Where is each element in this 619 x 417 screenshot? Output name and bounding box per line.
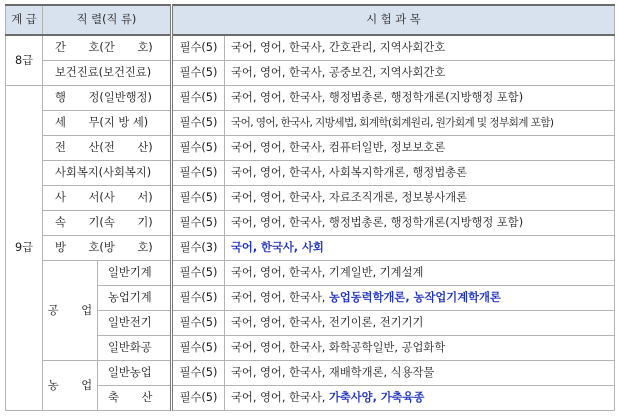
- highlighted-subjects: 가축사양, 가축육종: [328, 391, 425, 404]
- required-count: 필수(5): [172, 361, 225, 386]
- table-row: [6, 61, 615, 86]
- subject-list: 국어, 영어, 한국사, 행정법총론, 행정학개론(지방행정 포함): [225, 211, 615, 236]
- required-count: 필수(5): [172, 161, 225, 186]
- subject-list: 국어, 영어, 한국사, 기계일반, 기계설계: [225, 261, 615, 286]
- table-row: [6, 136, 615, 161]
- job-name: 간 호(간 호): [43, 35, 172, 61]
- required-count: 필수(3): [172, 236, 225, 261]
- required-count: 필수(5): [172, 311, 225, 336]
- sub-job-name: 농업기계: [98, 286, 172, 311]
- subject-list: 국어, 영어, 한국사, 공중보건, 지역사회간호: [225, 61, 615, 86]
- subject-text: 국어, 영어, 한국사,: [231, 291, 329, 304]
- subject-list: 국어, 영어, 한국사, 재배학개론, 식용작물: [225, 361, 615, 386]
- required-count: 필수(5): [172, 386, 225, 411]
- table-header-row: [6, 5, 615, 35]
- grade-9-label: 9급: [6, 86, 43, 411]
- job-name: 보건진료(보건진료): [43, 61, 172, 86]
- table-row: [6, 111, 615, 136]
- job-name: 행 정(일반행정): [43, 86, 172, 111]
- subject-list: [225, 386, 615, 411]
- job-name: 사회복지(사회복지): [43, 161, 172, 186]
- required-count: 필수(5): [172, 336, 225, 361]
- required-count: 필수(5): [172, 186, 225, 211]
- sub-job-name: 일반기계: [98, 261, 172, 286]
- job-name: 속 기(속 기): [43, 211, 172, 236]
- required-count: 필수(5): [172, 86, 225, 111]
- table-row: [6, 186, 615, 211]
- subject-list: [225, 111, 615, 136]
- required-count: 필수(5): [172, 61, 225, 86]
- highlighted-subjects: 농업동력학개론, 농작업기계학개론: [328, 291, 501, 304]
- header-grade: 계 급: [6, 5, 43, 35]
- job-name: 사 서(사 서): [43, 186, 172, 211]
- table-row: [6, 261, 615, 286]
- required-count: 필수(5): [172, 261, 225, 286]
- sub-job-name: 일반전기: [98, 311, 172, 336]
- subject-list: 국어, 영어, 한국사, 컴퓨터일반, 정보보호론: [225, 136, 615, 161]
- subject-list: 국어, 영어, 한국사, 행정법총론, 행정학개론(지방행정 포함): [225, 86, 615, 111]
- job-name: 세 무(지 방 세): [43, 111, 172, 136]
- category-agriculture: 농 업: [43, 361, 98, 411]
- job-name: 전 산(전 산): [43, 136, 172, 161]
- grade-8-label: 8급: [6, 35, 43, 86]
- subject-text: 국어, 영어, 한국사, 지방세법, 회계학(회계원리, 원가회계 및 정부회계 포함): [231, 117, 554, 129]
- subject-list: 국어, 영어, 한국사, 화학공학일반, 공업화학: [225, 336, 615, 361]
- header-job: 직 렬(직 류): [43, 5, 172, 35]
- subject-list: 국어, 영어, 한국사, 전기이론, 전기기기: [225, 311, 615, 336]
- subject-list: 국어, 영어, 한국사, 간호관리, 지역사회간호: [225, 35, 615, 61]
- table-row: [6, 386, 615, 411]
- table-row: [6, 86, 615, 111]
- required-count: 필수(5): [172, 211, 225, 236]
- header-subjects: 시 험 과 목: [172, 5, 615, 35]
- subject-list: [225, 236, 615, 261]
- job-name: 방 호(방 호): [43, 236, 172, 261]
- subject-list: 국어, 영어, 한국사, 사회복지학개론, 행정법총론: [225, 161, 615, 186]
- table-row: [6, 361, 615, 386]
- table-row: [6, 311, 615, 336]
- table-row: [6, 211, 615, 236]
- category-industry: 공 업: [43, 261, 98, 361]
- sub-job-name: 일반화공: [98, 336, 172, 361]
- required-count: 필수(5): [172, 35, 225, 61]
- subject-list: 국어, 영어, 한국사, 자료조직개론, 정보봉사개론: [225, 186, 615, 211]
- highlighted-subjects: 국어, 한국사, 사회: [231, 241, 324, 254]
- table-row: [6, 286, 615, 311]
- required-count: 필수(5): [172, 111, 225, 136]
- sub-job-name: 축 산: [98, 386, 172, 411]
- required-count: 필수(5): [172, 136, 225, 161]
- required-count: 필수(5): [172, 286, 225, 311]
- table-row: [6, 236, 615, 261]
- table-row: [6, 35, 615, 61]
- table-row: [6, 161, 615, 186]
- exam-subject-table-wrapper: [5, 4, 615, 411]
- exam-subject-table: [5, 4, 615, 411]
- subject-list: [225, 286, 615, 311]
- subject-text: 국어, 영어, 한국사,: [231, 391, 329, 404]
- table-row: [6, 336, 615, 361]
- sub-job-name: 일반농업: [98, 361, 172, 386]
